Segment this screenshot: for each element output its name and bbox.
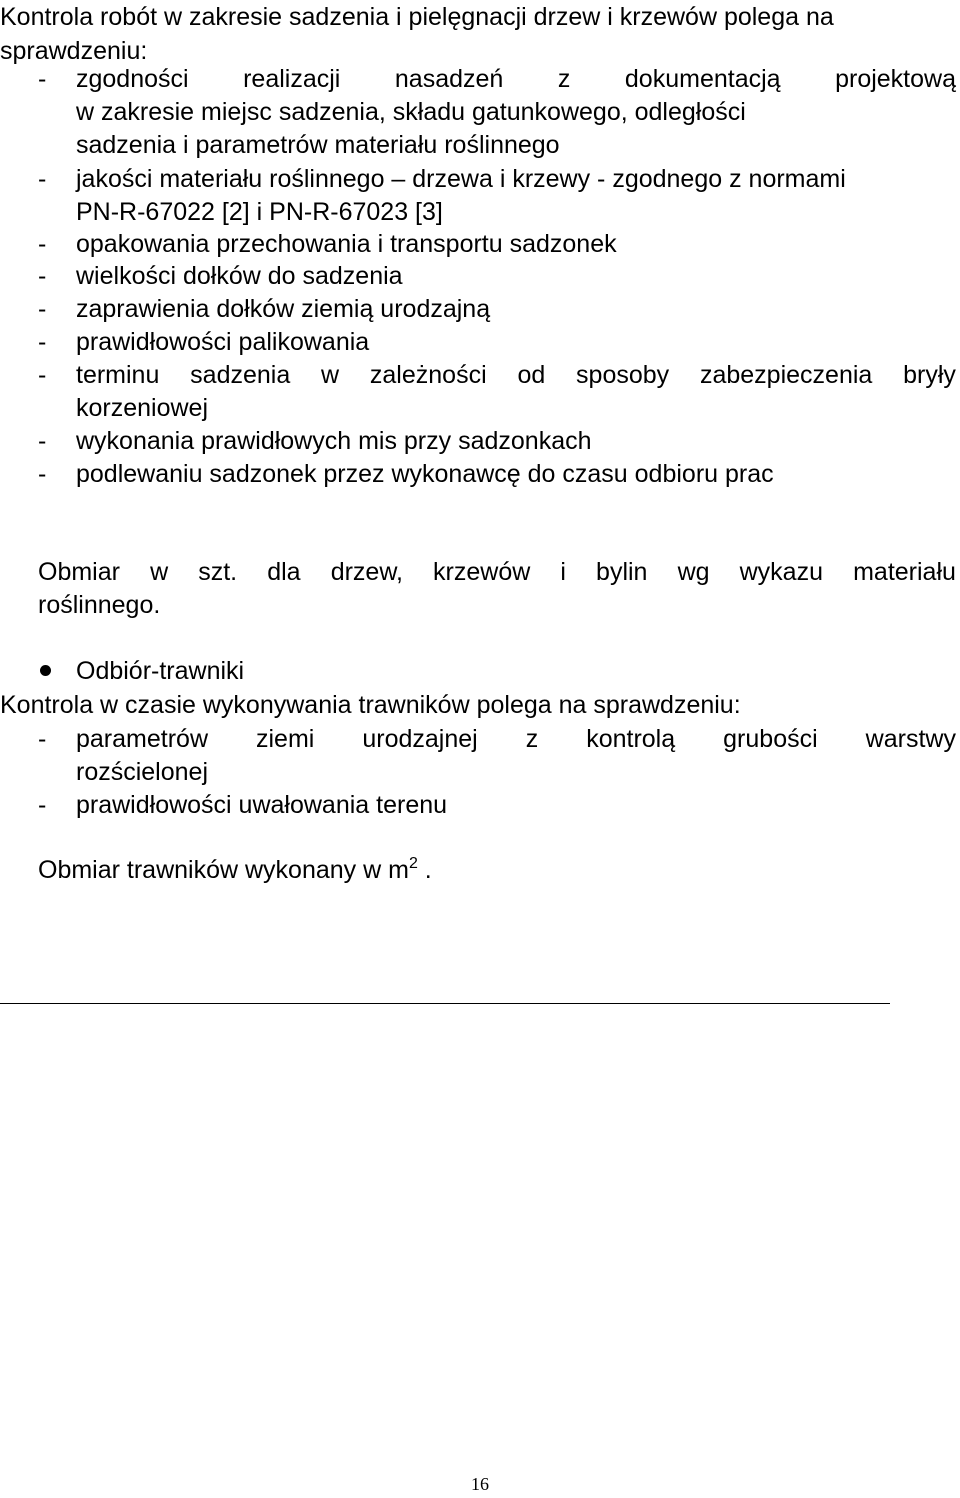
item-2-line-2: PN-R-67022 [2] i PN-R-67023 [3] — [76, 198, 443, 226]
dash-marker: - — [38, 262, 47, 290]
word: sposoby — [576, 361, 670, 389]
dash-marker: - — [38, 165, 47, 193]
word: warstwy — [865, 725, 956, 753]
measure-lawns — [38, 853, 432, 891]
word: grubości — [723, 725, 818, 753]
measure-lawns-end: . — [417, 856, 432, 884]
word: w — [150, 558, 169, 586]
item-9-text: podlewaniu sadzonek przez wykonawcę do czasu odbioru prac — [76, 460, 774, 488]
measure-lawns-text: Obmiar trawników wykonany w m — [38, 856, 409, 884]
word: i — [560, 558, 566, 586]
item-3-text: opakowania przechowania i transportu sadzonek — [76, 230, 617, 258]
word: zabezpieczenia — [699, 361, 873, 389]
dash-marker: - — [38, 427, 47, 455]
intro-line-1: Kontrola robót w zakresie sadzenia i pielęgnacji drzew i krzewów polega na — [0, 3, 834, 31]
item-5-text: zaprawienia dołków ziemią urodzajną — [76, 295, 491, 323]
word: parametrów — [76, 725, 208, 753]
lawns-intro: Kontrola w czasie wykonywania trawników polega na sprawdzeniu: — [0, 691, 741, 719]
dash-marker: - — [38, 725, 47, 753]
item-1-line-1 — [76, 62, 956, 96]
word: dla — [267, 558, 301, 586]
word: ziemi — [256, 725, 315, 753]
bullet-icon — [40, 665, 51, 676]
word: materiału — [853, 558, 956, 586]
dash-marker: - — [38, 295, 47, 323]
word: wg — [677, 558, 710, 586]
word: krzewów — [433, 558, 531, 586]
page-number: 16 — [471, 1474, 489, 1494]
word: dokumentacją — [624, 65, 781, 93]
dash-marker: - — [38, 328, 47, 356]
word: szt. — [198, 558, 238, 586]
measure-trees-line-2: roślinnego. — [38, 591, 161, 619]
word: Obmiar — [38, 558, 120, 586]
measure-trees-line-1 — [38, 555, 956, 589]
word: z — [525, 725, 539, 753]
intro-line-2: sprawdzeniu: — [0, 37, 148, 65]
item-8-text: wykonania prawidłowych mis przy sadzonkach — [76, 427, 592, 455]
item-1-line-2: w zakresie miejsc sadzenia, składu gatunkowego, odległości — [76, 98, 746, 126]
word: bylin — [596, 558, 648, 586]
word: bryły — [903, 361, 956, 389]
word: terminu — [76, 361, 160, 389]
lawns-heading-text: Odbiór-trawniki — [76, 657, 245, 685]
item-2-line-1: jakości materiału roślinnego – drzewa i krzewy - zgodnego z normami — [76, 165, 846, 193]
dash-marker: - — [38, 791, 47, 819]
word: zgodności — [76, 65, 189, 93]
item-4-text: wielkości dołków do sadzenia — [76, 262, 403, 290]
word: urodzajnej — [362, 725, 478, 753]
item-7-line-1 — [76, 358, 956, 392]
word: sadzenia — [190, 361, 291, 389]
dash-marker: - — [38, 460, 47, 488]
word: z — [557, 65, 571, 93]
dash-marker: - — [38, 65, 47, 93]
dash-marker: - — [38, 361, 47, 389]
item-6-text: prawidłowości palikowania — [76, 328, 370, 356]
lawns-item-1-line-2: rozścielonej — [76, 758, 209, 786]
footnote-separator — [0, 1003, 890, 1004]
word: projektową — [835, 65, 956, 93]
word: zależności — [369, 361, 487, 389]
word: w — [321, 361, 340, 389]
lawns-item-1-line-1 — [76, 722, 956, 756]
word: kontrolą — [586, 725, 676, 753]
word: drzew, — [330, 558, 403, 586]
word: wykazu — [739, 558, 823, 586]
superscript-exponent: 2 — [408, 855, 418, 872]
dash-marker: - — [38, 230, 47, 258]
item-7-line-2: korzeniowej — [76, 394, 209, 422]
lawns-item-2-text: prawidłowości uwałowania terenu — [76, 791, 448, 819]
word: realizacji — [243, 65, 341, 93]
item-1-line-3: sadzenia i parametrów materiału roślinnego — [76, 131, 560, 159]
word: nasadzeń — [394, 65, 504, 93]
word: od — [517, 361, 546, 389]
